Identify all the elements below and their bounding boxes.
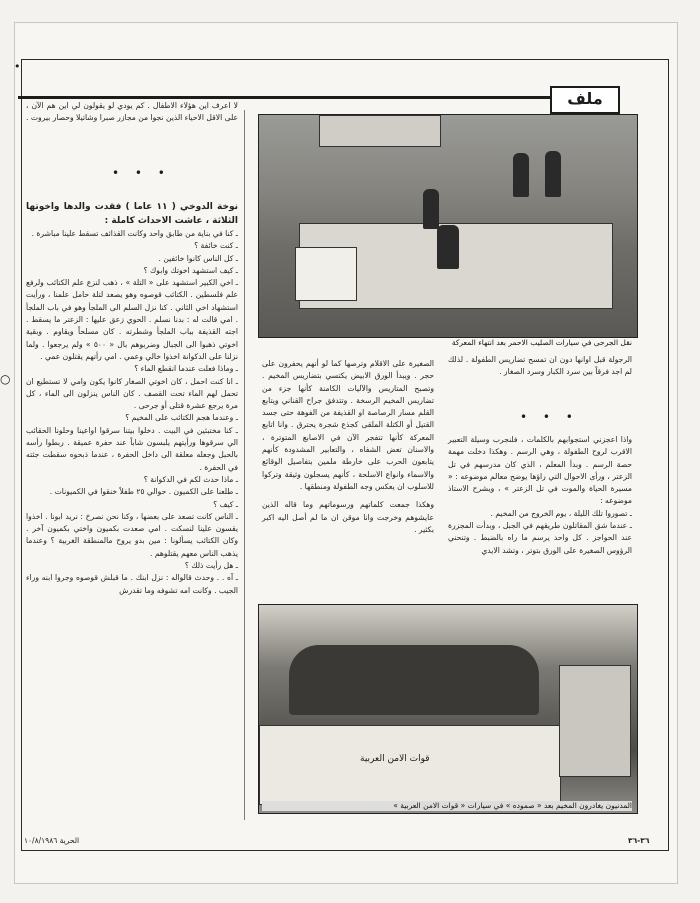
left-column-interview — [26, 200, 238, 597]
soldier-figure — [423, 189, 439, 229]
rear-truck — [559, 665, 631, 777]
right-paragraph: واذا اعجزني استجوابهم بالكلمات ، فلنجرب وسيلة التعبير الاقرب لروح الطفولة ، وهي الرسم . وهكذا دخلت مهمة حصة الرسم . وبدأ المعلم ، الذي كان مدرسهم في تل الزعتر ، ورأى الاحوال التي راؤها يوضح معالم موضوعه : « مسيرة الحياة والموت في تل الزعتر » ، ويشرح الاستاذ موضوعه : — [448, 435, 632, 506]
section-dots-left: • • • — [112, 166, 171, 180]
side-circle-mark: ○ — [0, 372, 11, 386]
interview-line: ـ آه . . وحدث قالواله : نزل ابنك . ما قبلش قوصوه وجروا ابنه وراء الجيب . وكانت امه تشوفه وما تقدرش — [26, 573, 238, 595]
right-intro-paragraph: الرجولة قبل اوانها دون ان تمسح تضاريس الطفولة . لذلك لم اجد فرقاً بين سرد الكبار وسرد الصغار . — [448, 355, 632, 377]
left-column-intro — [26, 100, 238, 125]
section-label: ملف — [550, 86, 620, 114]
photo-caption-bottom: المدنيون يغادرون المخيم بعد « صموده » في سيارات « قوات الامن العربية » — [262, 801, 632, 811]
interview-line: ـ وماذا فعلت عندما انقطع الماء ؟ — [134, 364, 238, 374]
interview-heading: نوخة الدوخي ( ١١ عاما ) فقدت والدها واخوتها الثلاثة ، عاشت الاحداث كاملة : — [26, 202, 238, 226]
intro-paragraph: لا اعرف اين هؤلاء الاطفال . كم يودي لو يقولون لي اين هم الآن ، على الاقل الاحياء الذين نجوا من مجازر صبرا وشاتيلا وحصار بيروت . — [26, 101, 238, 123]
crowd-of-civilians — [289, 645, 539, 715]
section-dots-right: • • • — [520, 410, 579, 424]
interview-line: ـ الناس كانت تصعد على بعضها ، وكنا نحن نصرخ : نريد ابونا . اخذوا يقسون علينا لنسكت . امي صعدت بكميون واختي بكميون آخر . وكان الكتائب يسألونا : مين بدو يروح مالمنطقة الغربية ؟ وعندما يذهب الناس معهم يقتلوهم . — [26, 511, 238, 558]
column-divider — [244, 110, 245, 820]
right-column-text — [448, 434, 632, 557]
top-bullet-mark: • — [14, 60, 21, 73]
section-header-bar — [18, 96, 558, 99]
middle-paragraph: وهكذا جمعت كلماتهم ورسوماتهم وما قاله الذين عايشوهم وخرجت وانا موقن ان ما لم أصل اليه اكبر بكثير . — [262, 500, 434, 534]
interview-line: ـ وعندما هجم الكتائب على المخيم ؟ — [125, 413, 238, 423]
interview-line: ـ كل الناس كانوا خائفين . — [158, 253, 238, 263]
middle-column-text — [262, 358, 434, 536]
soldier-figure — [513, 153, 529, 197]
interview-line: ـ كنا في بناية من طابق واحد وكانت القذائف تسقط علينا مباشرة . — [31, 229, 238, 238]
interview-line: ـ انا كنت احمل ، كان اخوتي الصغار كانوا يكون وامي لا تستطيع ان تحمل لهم الماء تحت القصف . كان الناس ينزلون الى الماء ، كل مرة يرجع عشرة قتلى أو جرحى . — [26, 376, 238, 411]
right-point: ـ عندما شق المقاتلون طريقهم في الجبل ، وبدأت المجزرة عند الحواجز . كل واحد يرسم ما راه بالضبط . وتنحني الرؤوس الصغيرة على الورق بتوتر ، وتشد الايدي — [448, 521, 632, 555]
soldier-figure — [545, 151, 561, 197]
interview-line: ـ اخي الكبير استشهد على « التلة » ، ذهب لنزع علم الكتائب ولرفع علم فلسطين . الكتائب قوصوه وهو يصعد لتلة حامل علمنا ، ورأيت استشهاد اخي الثاني . كنا نزل السلم الى الملجأ وهو في باب الملجأ . امي قالت له : بدنا نسلم . الحوي زعق عليها : الزعتر ما يسقط . اجته القذيفة بباب الملجأ وشطرته . كان مسلحاً ويقاوم . وبقية اخوتي ذهبوا الى الجبال وضربوهم بال « ٥٠٠ » ولم يرجعوا . ولما نزلنا على الدكوانة اخذوا خالي وعمي . امي رأتهم يقتلون عمي . — [26, 278, 239, 361]
footer-issue-date: الحرية ١٠/٨/١٩٨٦ — [24, 836, 80, 845]
truck-side-text: قوات الامن العربية — [360, 754, 430, 764]
interview-line: ـ طلعنا على الكميون . حوالي ٢٥ طفلاً خنقوا في الكميونات . — [49, 487, 238, 497]
evacuation-truck — [259, 725, 561, 805]
truck-cab — [295, 247, 357, 301]
interview-line: ـ كنت خائفة ؟ — [194, 241, 238, 251]
middle-paragraph: الصغيرة على الاقلام وترصها كما لو أنهم يحفرون على حجر . ويبدأ الورق الابيض يكتسي بتضاريس المخيم . وتصبح المتاريس والآليات الكامنة كأنها جزء من تضاريس المخيم الرسخة . وتتدفق جراح القناني ويتابع القلم مسار الرصاصة او القذيفة من الفوهة حتى جسد القتيل أو الكتلة الملقى كجذع شجرة يحترق . وانا اتابع المعركة كأنها تتفجر الآن في الاصابع المتوترة ، والاسنان تعض الشفاه ، والتعابير المشدودة كأنهم يتابعون الحرب على خارطة ملمين بتفاصيل الوقائع والاسماء وانواع الاسلحة ، كأنهم يسجلون وثيقة وتركوا للاسلوب ان يعكس وجه الطفولة ومنطقها . — [262, 359, 434, 491]
footer-page-number: ٣٦-٣٦ — [628, 836, 650, 845]
interview-line: ـ كيف استشهد اخوتك وابوك ؟ — [143, 265, 238, 275]
parked-cars — [319, 115, 441, 147]
interview-line: ـ كيف ؟ — [213, 499, 238, 509]
right-point: ـ تصوروا تلك الليلة ، يوم الخروج من المخيم . — [490, 508, 632, 518]
medic-figure — [437, 225, 459, 269]
photo-evacuation-truck — [258, 604, 638, 814]
interview-line: ـ ماذا حدث لكم في الدكوانة ؟ — [143, 474, 238, 484]
photo-red-cross-trucks — [258, 114, 638, 338]
interview-line: ـ هل رأيت ذلك ؟ — [184, 561, 238, 571]
photo-caption-top: نقل الجرحى في سيارات الصليب الاحمر بعد انتهاء المعركة — [451, 338, 632, 347]
right-column-intro — [448, 354, 632, 379]
interview-line: ـ كنا مختبئين في البيت . دخلوا بيتنا سرقوا اواعينا وحلونا الحقائب الي سرقوها ورأيتهم يلبسون شاباً عند حفرة عميقة . ربطوا رأسه بالحبل وجعله معلقة الى داخل الحفرة ، عندما ذبحوه سقطت جثته في الحفرة . — [26, 425, 238, 472]
